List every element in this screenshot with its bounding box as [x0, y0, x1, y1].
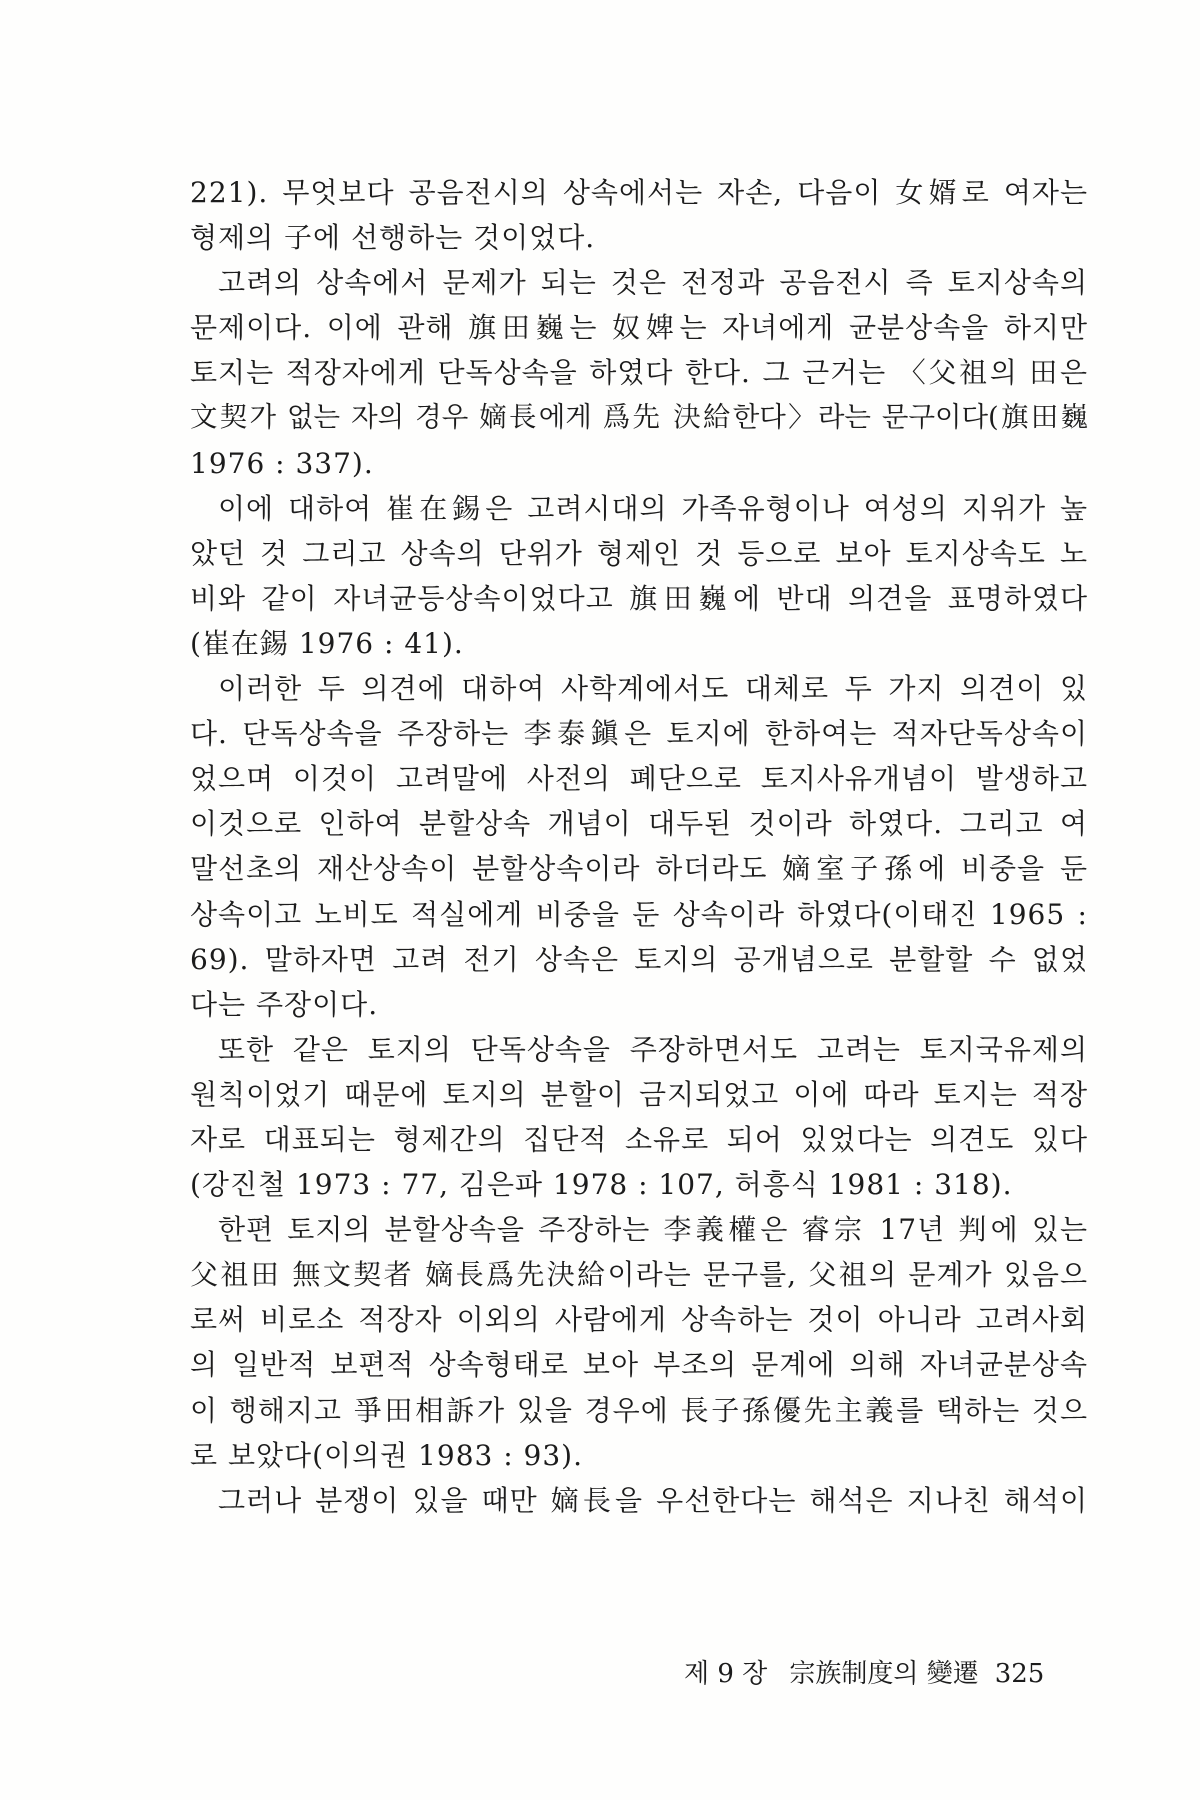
text-line: 원칙이었기 때문에 토지의 분할이 금지되었고 이에 따라 토지는 적장 [190, 1077, 1088, 1111]
footer-title: 宗族制度의 變遷 [789, 1659, 979, 1689]
text-line: 로 보았다(이의권 1983 : 93). [190, 1438, 584, 1472]
text-line: 文契가 없는 자의 경우 嫡長에게 爲先 決給한다〉라는 문구이다(旗田巍 [190, 402, 1088, 434]
text-line: 69). 말하자면 고려 전기 상속은 토지의 공개념으로 분할할 수 없었 [190, 942, 1088, 976]
text-line: 父祖田 無文契者 嫡長爲先決給이라는 문구를, 父祖의 문계가 있음으 [190, 1258, 1088, 1292]
text-line: 문제이다. 이에 관해 旗田巍는 奴婢는 자녀에게 균분상속을 하지만 [190, 311, 1088, 345]
body-text [190, 170, 1088, 1523]
text-line: 상속이고 노비도 적실에게 비중을 둔 상속이라 하였다(이태진 1965 : [190, 897, 1088, 931]
text-line: 의 일반적 보편적 상속형태로 보아 부조의 문계에 의해 자녀균분상속 [190, 1348, 1088, 1382]
text-line: 말선초의 재산상속이 분할상속이라 하더라도 嫡室子孫에 비중을 둔 [190, 852, 1088, 886]
text-line: 이것으로 인하여 분할상속 개념이 대두된 것이라 하였다. 그리고 여 [190, 807, 1088, 841]
text-line: 221). 무엇보다 공음전시의 상속에서는 자손, 다음이 女婿로 여자는 [190, 176, 1088, 209]
text-line: 로써 비로소 적장자 이외의 사람에게 상속하는 것이 아니라 고려사회 [190, 1303, 1088, 1337]
text-line: 이러한 두 의견에 대하여 사학계에서도 대체로 두 가지 의견이 있 [218, 672, 1088, 706]
text-line: 한편 토지의 분할상속을 주장하는 李義權은 睿宗 17년 判에 있는 [218, 1213, 1088, 1247]
text-line: 1976 : 337). [190, 446, 374, 480]
footer-chapter: 제 9 장 [684, 1659, 768, 1689]
text-line: 또한 같은 토지의 단독상속을 주장하면서도 고려는 토지국유제의 [218, 1032, 1088, 1066]
text-line: 다는 주장이다. [190, 987, 379, 1021]
text-line: 다. 단독상속을 주장하는 李泰鎭은 토지에 한하여는 적자단독상속이 [190, 717, 1088, 751]
text-line: 이 행해지고 爭田相訴가 있을 경우에 長子孫優先主義를 택하는 것으 [190, 1393, 1088, 1427]
text-line: 그러나 분쟁이 있을 때만 嫡長을 우선한다는 해석은 지나친 해석이 [218, 1483, 1088, 1517]
text-line: 고려의 상속에서 문제가 되는 것은 전정과 공음전시 즉 토지상속의 [218, 266, 1088, 300]
running-footer [684, 1653, 1044, 1690]
text-line: 이에 대하여 崔在錫은 고려시대의 가족유형이나 여성의 지위가 높 [218, 491, 1088, 525]
page-number: 325 [994, 1659, 1045, 1689]
text-line: (崔在錫 1976 : 41). [190, 626, 464, 660]
text-line: 자로 대표되는 형제간의 집단적 소유로 되어 있었다는 의견도 있다 [190, 1122, 1088, 1156]
text-line: 비와 같이 자녀균등상속이었다고 旗田巍에 반대 의견을 표명하였다 [190, 581, 1088, 615]
text-line: 형제의 子에 선행하는 것이었다. [190, 221, 596, 255]
text-line: 았던 것 그리고 상속의 단위가 형제인 것 등으로 보아 토지상속도 노 [190, 536, 1088, 570]
text-line: (강진철 1973 : 77, 김은파 1978 : 107, 허흥식 1981 : 318). [190, 1168, 1013, 1202]
text-line: 었으며 이것이 고려말에 사전의 폐단으로 토지사유개념이 발생하고 [190, 762, 1088, 796]
text-line: 토지는 적장자에게 단독상속을 하였다 한다. 그 근거는 〈父祖의 田은 [190, 356, 1088, 390]
